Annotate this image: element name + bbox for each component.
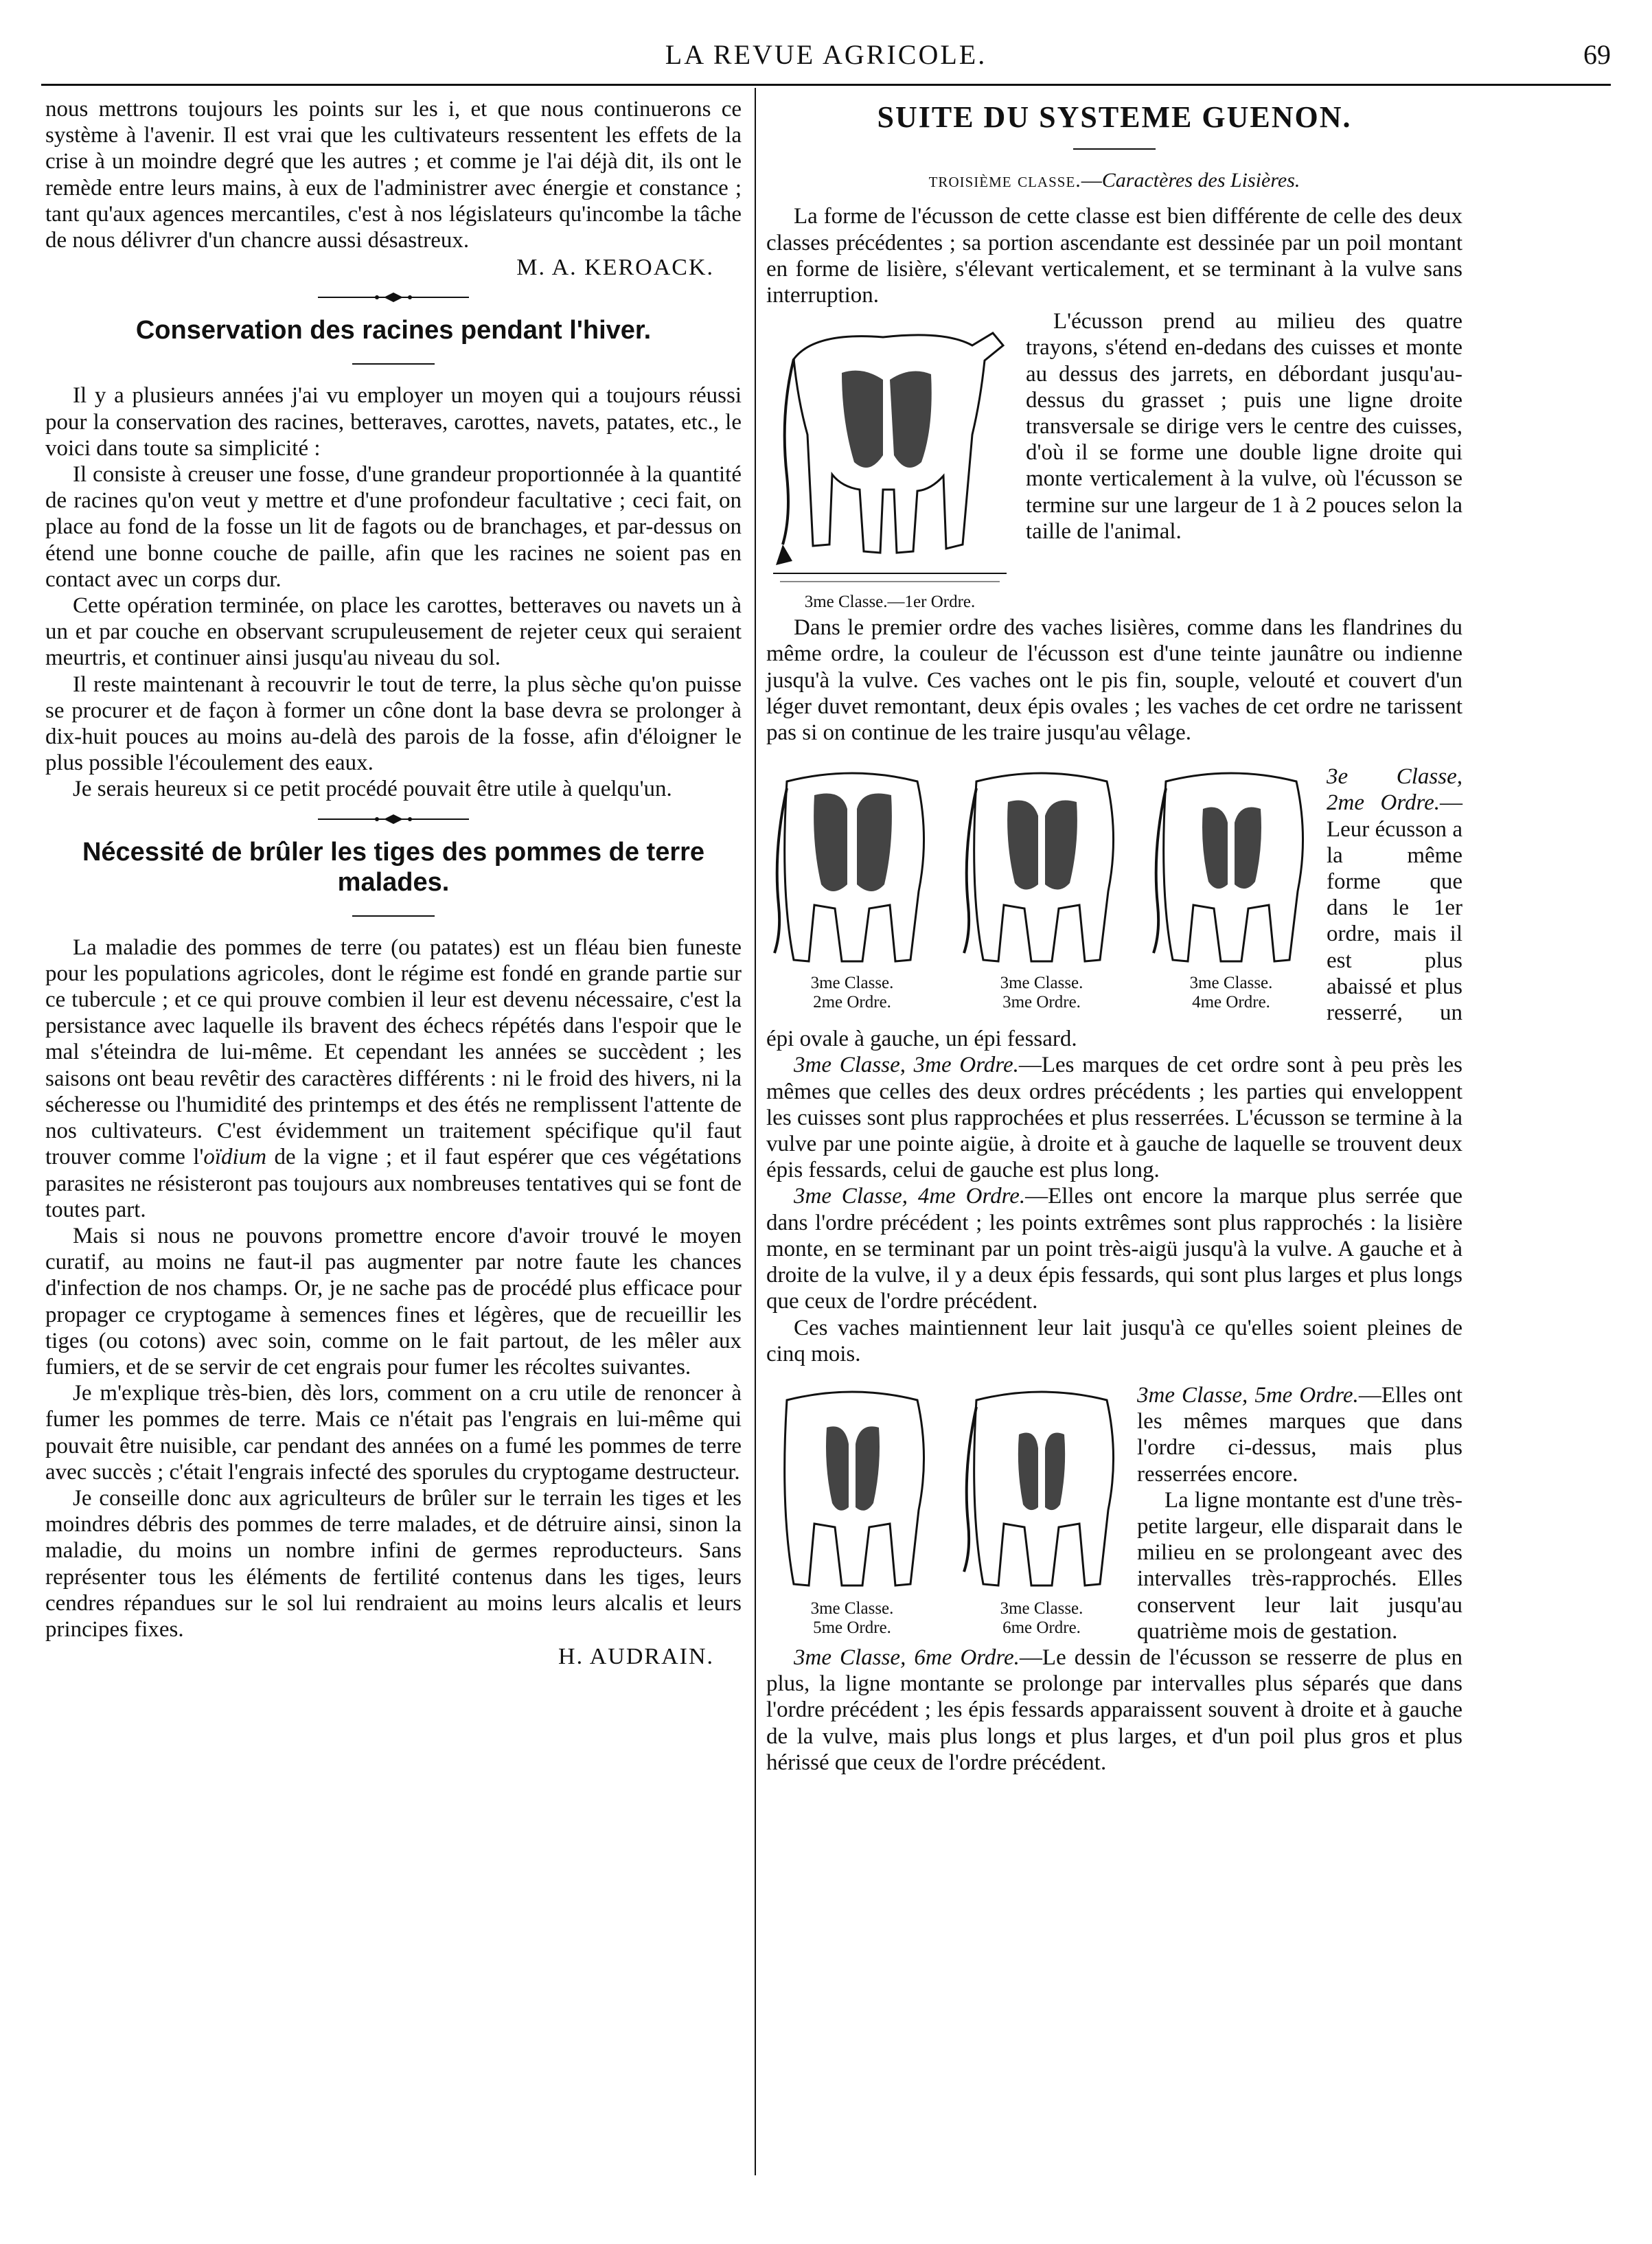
article-title-guenon: SUITE DU SYSTEME GUENON. <box>877 100 1352 134</box>
paragraph: Dans le premier ordre des vaches lisières, comme dans les flandrines du même ordre, la couleur de l'écusson est d'une teinte jaunâtre ou indienne jusqu'à la vulve. Ces vaches ont le pis fin, souple, velouté et couvert d'un léger duvet remontant, deux épis ovales ; les vaches de cet ordre ne tarissent pas si on continue de les traire jusqu'au vêlage. <box>766 615 1462 746</box>
italic-word: oïdium <box>203 1145 267 1170</box>
paragraph: La ligne montante est d'une très-petite largeur, elle disparait dans le milieu en se prolongeant avec des intervalles très-rapprochés. Elles conservent leur lait jusqu'au quatrième mois de gestation. <box>1137 1487 1462 1644</box>
figure-caption <box>1145 974 1317 1012</box>
paragraph: Ces vaches maintiennent leur lait jusqu'à ce qu'elles soient pleines de cinq mois. <box>766 1315 1462 1366</box>
figure-caption <box>766 974 938 1012</box>
text-run: —Le dessin de l'écusson se resserre de plus en plus, la ligne montante se prolonge par intervalles plus séparés que dans l'ordre précédent ; les épis fessards apparaissent souvent à droite et à gauche de la vulve, mais plus longs et plus larges, et d'un poil plus gros et plus hérissé que ceux de l'ordre précédent. <box>766 1645 1462 1775</box>
text-run: —Les marques de cet ordre sont à peu près les mêmes que celles des deux ordres précédents ; les parties qui enveloppent les cuisses sont plus rapprochées et plus resserrées. L'écusson se termine à la vulve par une pointe aigüe, à droite et à gauche de laquelle se trouvent deux épis fessards, celui de gauche est plus long. <box>766 1053 1462 1183</box>
intro-paragraph: nous mettrons toujours les points sur les i, et que nous continuerons ce système à l'avenir. Il est vrai que les cultivateurs ressentent les effets de la crise à un moindre degré que les autres ; et comme je l'ai déjà dit, ils ont le remède entre leurs mains, à eux de l'administrer avec énergie et constance ; tant qu'aux agences mercantiles, c'est à nos législateurs qu'incombe la tâche de nous délivrer d'un chancre aussi désastreux. <box>45 97 742 253</box>
caption-line: 3me Classe. <box>810 974 894 993</box>
italic-label: 3e Classe, 2me Ordre. <box>1327 764 1462 816</box>
figure-caption <box>766 1599 938 1638</box>
left-column <box>45 96 742 1674</box>
caption-line: 3me Classe. <box>1000 1599 1083 1618</box>
running-head <box>41 38 1611 80</box>
class-label: troisième classe. <box>928 169 1081 192</box>
text-run: La maladie des pommes de terre (ou patates) est un fléau bien funeste pour les populations agricoles, dont le régime est fondé en grande partie sur ce tubercule ; et ce qui prouve combien il leur est devenu nécessaire, c'est la persistance avec laquelle ils bravent des échecs répétés dans l'espoir que le mal s'éteindra de lui-même. Et cependant les années se succèdent ; les saisons ont beau revêtir des caractères différents : ni le froid des hivers, ni la sécheresse ou l'humidité des printemps et des étés ne remplissent l'attente de nos cultivateurs. C'est évidemment un traitement spécifique qu'il faut trouver comme l' <box>45 935 742 1170</box>
class-heading: troisième classe.—Caractères des Lisières. <box>928 169 1300 192</box>
caption-line: 6me Ordre. <box>1002 1618 1081 1637</box>
italic-label: 3me Classe, 5me Ordre. <box>1137 1382 1359 1408</box>
figure-2a <box>766 768 938 1012</box>
signature-keroack: M. A. KEROACK. <box>516 255 714 281</box>
paragraph <box>766 1645 1462 1776</box>
paragraph: Je serais heureux si ce petit procédé pouvait être utile à quelqu'un. <box>73 777 672 802</box>
figure-caption <box>956 974 1127 1012</box>
italic-label: 3me Classe, 6me Ordre. <box>794 1645 1020 1670</box>
figure-row-3 <box>766 1386 1127 1638</box>
cow-rear-illustration-icon <box>766 318 1013 593</box>
caption-line: 3me Classe. <box>1000 974 1083 993</box>
caption-line: 3me Ordre. <box>1002 993 1081 1012</box>
paragraph <box>766 1183 1462 1314</box>
cow-rear-illustration-icon <box>766 1386 938 1599</box>
text-run: — Leur écusson a la même forme que dans le 1er ordre, mais il est plus abaissé et plus resserré, un épi ovale à gauche, un épi fessard. <box>766 790 1462 1052</box>
ornament-divider-icon <box>45 290 742 304</box>
ornament-divider-icon <box>45 812 742 826</box>
figure-caption: 3me Classe.—1er Ordre. <box>804 593 976 612</box>
signature-audrain: H. AUDRAIN. <box>558 1644 714 1670</box>
paragraph: L'écusson prend au milieu des quatre trayons, s'étend en-dedans des cuisses et monte au dessus des jarrets, en débordant jusqu'au-dessus du grasset ; puis une ligne droite transversale se dirige vers le centre des cuisses, d'où il se forme une double ligne droite qui monte verticalement à la vulve, où l'écusson se termine sur une largeur de 1 à 2 pouces selon la taille de l'animal. <box>1026 309 1462 544</box>
cow-rear-illustration-icon <box>956 768 1127 974</box>
cow-rear-illustration-icon <box>956 1386 1127 1599</box>
caption-line: 4me Ordre. <box>1192 993 1270 1012</box>
right-column <box>766 96 1462 1776</box>
text-run: —Elles ont les mêmes marques que dans l'ordre ci-dessus, mais plus resserrées encore. <box>1137 1382 1463 1487</box>
cow-rear-illustration-icon <box>766 768 938 974</box>
figure-3b <box>956 1386 1127 1638</box>
paragraph: La forme de l'écusson de cette classe est bien différente de celle des deux classes précédentes ; sa portion ascendante est dessinée par un poil montant en forme de lisière, s'élevant verticalement, et se terminant à la vulve sans interruption. <box>766 204 1462 308</box>
figure-row-2 <box>766 768 1317 1012</box>
text-run: de la vigne ; et il faut espérer que ces végétations parasites ne résisteront pas toujours aux nombreuses tentatives qui se font de toutes part. <box>45 1145 742 1222</box>
article-title-conservation: Conservation des racines pendant l'hiver. <box>135 316 652 345</box>
article-title-pommes-de-terre: Nécessité de brûler les tiges des pommes de terre malades. <box>82 837 705 897</box>
paragraph: Il consiste à creuser une fosse, d'une grandeur proportionnée à la quantité de racines qu'on veut y mettre et d'une profondeur facultative ; ceci fait, on place au fond de la fosse un lit de fagots ou de branchages, et par-dessus on étend une bonne couche de paille, afin que les racines ne soient pas en contact avec un corps dur. <box>45 462 742 592</box>
paragraph: Il y a plusieurs années j'ai vu employer un moyen qui a toujours réussi pour la conservation des racines, betteraves, carottes, navets, patates, etc., le voici dans toute sa simplicité : <box>45 383 742 461</box>
cow-rear-illustration-icon <box>1145 768 1317 974</box>
italic-label: 3me Classe, 3me Ordre. <box>794 1053 1019 1078</box>
column-divider <box>755 88 756 2175</box>
figure-1 <box>766 318 1013 612</box>
paragraph <box>766 1052 1462 1183</box>
journal-title: LA REVUE AGRICOLE. <box>665 39 987 70</box>
italic-label: 3me Classe, 4me Ordre. <box>794 1184 1026 1209</box>
paragraph: Je conseille donc aux agriculteurs de brûler sur le terrain les tiges et les moindres débris des pommes de terre malades, et de détruire ainsi, sinon la maladie, du moins un nombre infini de germes reproducteurs. Sans représenter tous les éléments de fertilité contenus dans les tiges, leurs cendres répandues sur le sol lui rendraient au moins leurs alcalis et leurs principes fixes. <box>45 1485 742 1642</box>
paragraph <box>45 935 742 1223</box>
caption-line: 5me Ordre. <box>813 1618 891 1637</box>
title-rule <box>1073 148 1156 150</box>
page-number: 69 <box>1583 39 1611 70</box>
class-subtitle: Caractères des Lisières. <box>1101 169 1300 192</box>
header-rule <box>41 84 1611 86</box>
paragraph: Je m'explique très-bien, dès lors, comment on a cru utile de renoncer à fumer les pommes de terre. Mais ce n'était pas l'engrais en lui-même qui pouvait être nuisible, car pendant des années on a fumé les pommes de terre avec succès ; c'était l'engrais infecté des sporules du cryptogame destructeur. <box>45 1381 742 1485</box>
figure-3a <box>766 1386 938 1638</box>
title-rule <box>352 363 435 365</box>
figure-caption <box>956 1599 1127 1638</box>
caption-line: 2me Ordre. <box>813 993 891 1012</box>
paragraph: Mais si nous ne pouvons promettre encore d'avoir trouvé le moyen curatif, au moins ne faut-il pas augmenter par notre faute les chances d'infection de nos champs. Or, je ne sache pas de procédé plus efficace pour propager ce cryptogame à semences fines et légères, que de recueillir les tiges (ou cotons) avec soin, comme on le fait partout, de les mêler aux fumiers, et de se servir de cet engrais pour fumer les récoltes suivantes. <box>45 1223 742 1379</box>
figure-2b <box>956 768 1127 1012</box>
figure-2c <box>1145 768 1317 1012</box>
text-run: —Elles ont encore la marque plus serrée que dans l'ordre précédent ; les points extrêmes sont plus rapprochés : la lisière monte, en se terminant par un point très-aigü jusqu'à la vulve. A gauche et à droite de la vulve, il y a deux épis fessards, qui sont plus larges et plus longs que ceux de l'ordre précédent. <box>766 1184 1462 1314</box>
caption-line: 3me Classe. <box>810 1599 894 1618</box>
caption-line: 3me Classe. <box>1189 974 1273 993</box>
paragraph: Il reste maintenant à recouvrir le tout de terre, la plus sèche qu'on puisse se procurer et de façon à former un cône dont la base devra se prolonger à dix-huit pouces au moins au-delà des parois de la fosse, afin d'éloigner le plus possible l'écoulement des eaux. <box>45 672 742 776</box>
title-rule <box>352 915 435 917</box>
paragraph: Cette opération terminée, on place les carottes, betteraves ou navets un à un et par couche en observant scrupuleusement de rejeter ceux qui seraient meurtris, et continuer ainsi jusqu'au niveau du sol. <box>45 593 742 671</box>
